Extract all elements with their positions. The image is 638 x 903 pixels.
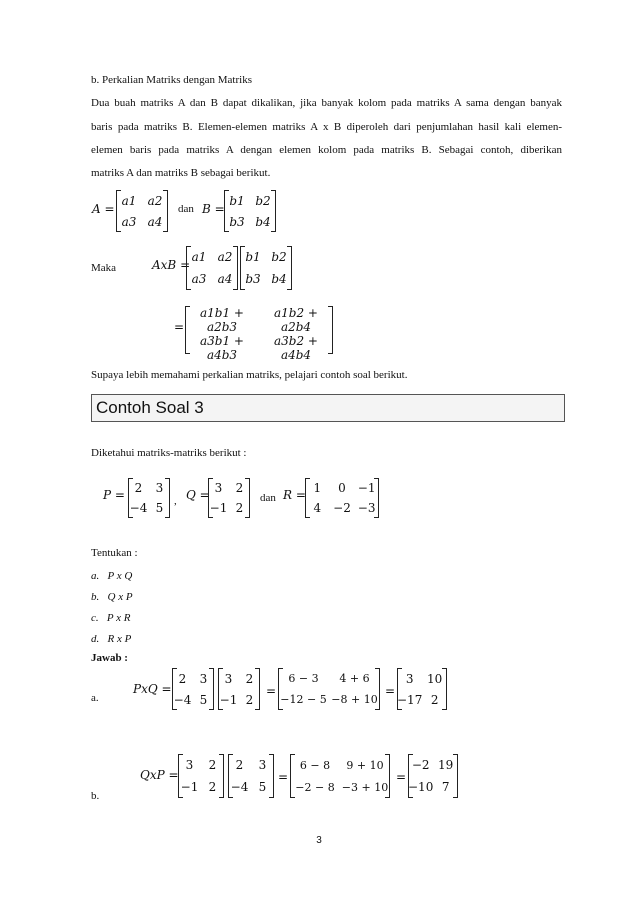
matrix-a xyxy=(116,190,168,232)
matrix-cell: −4 xyxy=(230,780,249,794)
matrix-r-label: R = xyxy=(283,488,306,502)
matrix-cell: 6 − 3 xyxy=(288,672,319,685)
matrix-cell: 5 xyxy=(258,780,267,794)
matrix-cell: b2 xyxy=(255,193,271,208)
paragraph-line-1: Dua buah matriks A dan B dapat dikalikan, jika banyak kolom pada matriks A sama dengan banyak xyxy=(91,97,562,109)
matrix-cell: 2 xyxy=(235,501,244,515)
matrix-cell: a4 xyxy=(217,272,233,286)
matrix-q xyxy=(208,478,250,518)
matrix-cell: a3b1 + a4b3 xyxy=(200,334,244,362)
matrix-cell: 6 − 8 xyxy=(299,758,331,772)
matrix-q-label: Q = xyxy=(186,488,210,502)
matrix-cell: 0 xyxy=(338,481,346,495)
matrix-cell: 3 xyxy=(155,481,164,495)
matrix-cell: −1 xyxy=(219,692,238,707)
matrix-result xyxy=(397,668,447,710)
section-heading: b. Perkalian Matriks dengan Matriks xyxy=(91,74,252,86)
matrix-cell: −12 − 5 xyxy=(280,693,327,706)
task-text: Q x P xyxy=(107,591,133,603)
matrix-b xyxy=(224,190,276,232)
task-letter: a. xyxy=(91,570,100,582)
matrix-result xyxy=(408,754,458,798)
equals-sign: = xyxy=(266,684,277,698)
matrix-cell: a2 xyxy=(217,250,233,264)
diketahui-text: Diketahui matriks-matriks berikut : xyxy=(91,447,247,459)
matrix-cell: 2 xyxy=(235,758,244,772)
matrix-cell: −4 xyxy=(173,692,192,707)
matrix-cell: 7 xyxy=(441,780,450,794)
matrix-b-label: B = xyxy=(202,202,225,216)
task-item xyxy=(91,591,133,603)
task-item xyxy=(91,633,131,645)
answer-letter: b. xyxy=(91,790,100,802)
matrix-cell: −10 xyxy=(408,780,434,794)
dan-text: dan xyxy=(178,203,194,215)
matrix-cell: −2 xyxy=(411,758,430,772)
matrix-cell: −1 xyxy=(180,780,199,794)
paragraph-line-3: elemen baris pada matriks A dengan elemen kolom pada matriks B. Sebagai contoh, diberikan xyxy=(91,144,562,156)
task-text: P x Q xyxy=(107,570,133,582)
matrix-cell: 3 xyxy=(214,481,223,495)
answer-letter: a. xyxy=(91,692,99,704)
matrix-p xyxy=(128,478,170,518)
task-text: P x R xyxy=(106,612,131,624)
matrix-cell: a3b2 + a4b4 xyxy=(274,334,318,362)
qxp-label: QxP = xyxy=(140,768,179,782)
matrix-cell: b2 xyxy=(271,250,287,264)
page-number: 3 xyxy=(316,835,322,846)
matrix-product-result xyxy=(185,306,333,362)
task-letter: d. xyxy=(91,633,100,645)
matrix-cell: 19 xyxy=(438,758,454,772)
matrix-cell: −3 + 10 xyxy=(341,780,389,794)
example-header-box xyxy=(91,394,565,422)
matrix-cell: 2 xyxy=(430,692,439,707)
maka-label: Maka xyxy=(91,262,117,274)
equals-sign: = xyxy=(385,684,396,698)
matrix-cell: a1 xyxy=(121,193,137,208)
matrix-cell: −2 xyxy=(333,501,351,515)
matrix-cell: 5 xyxy=(199,692,208,707)
matrix-intermediate xyxy=(278,668,380,710)
example-title: Contoh Soal 3 xyxy=(96,398,204,417)
matrix-p-copy xyxy=(228,754,274,798)
matrix-cell: 9 + 10 xyxy=(346,758,384,772)
matrix-cell: 2 xyxy=(245,692,254,707)
matrix-p-copy xyxy=(172,668,214,710)
matrix-b-copy xyxy=(240,246,292,290)
matrix-cell: a2 xyxy=(147,193,163,208)
matrix-cell: −17 xyxy=(397,692,423,707)
matrix-cell: a4 xyxy=(147,214,163,229)
matrix-cell: −3 xyxy=(357,501,376,515)
axb-label: AxB = xyxy=(152,258,191,272)
matrix-q-copy xyxy=(178,754,224,798)
matrix-cell: 2 xyxy=(208,780,217,794)
matrix-cell: 2 xyxy=(235,481,244,495)
matrix-cell: −4 xyxy=(129,501,148,515)
paragraph-line-2: baris pada matriks B. Elemen-elemen matriks A x B diperoleh dari penjumlahan hasil kali elemen- xyxy=(91,121,562,133)
matrix-cell: 10 xyxy=(427,671,443,686)
equals-sign: = xyxy=(174,320,185,334)
matrix-cell: −1 xyxy=(209,501,228,515)
matrix-cell: a3 xyxy=(191,272,207,286)
matrix-cell: −2 − 8 xyxy=(295,780,335,794)
paragraph-line-4: matriks A dan matriks B sebagai berikut. xyxy=(91,167,271,179)
matrix-a-label: A = xyxy=(92,202,115,216)
equals-sign: = xyxy=(278,770,289,784)
matrix-cell: a1b2 + a2b4 xyxy=(274,306,318,334)
dan-text: dan xyxy=(260,492,276,504)
comma-text: , xyxy=(174,495,177,507)
matrix-cell: 3 xyxy=(185,758,194,772)
task-letter: b. xyxy=(91,591,100,603)
matrix-cell: 4 xyxy=(313,501,322,515)
matrix-r xyxy=(305,478,379,518)
matrix-cell: 2 xyxy=(208,758,217,772)
supaya-text: Supaya lebih memahami perkalian matriks, pelajari contoh soal berikut. xyxy=(91,369,408,381)
matrix-cell: b3 xyxy=(229,214,245,229)
pxq-label: PxQ = xyxy=(133,682,172,696)
matrix-cell: 1 xyxy=(313,481,322,495)
matrix-cell: b4 xyxy=(255,214,271,229)
matrix-cell: a3 xyxy=(121,214,137,229)
tentukan-text: Tentukan : xyxy=(91,547,138,559)
matrix-cell: 3 xyxy=(258,758,267,772)
matrix-cell: 3 xyxy=(224,671,233,686)
matrix-cell: −8 + 10 xyxy=(331,693,378,706)
matrix-cell: 2 xyxy=(245,671,254,686)
matrix-cell: 2 xyxy=(134,481,143,495)
matrix-cell: b4 xyxy=(271,272,287,286)
matrix-cell: b1 xyxy=(229,193,245,208)
matrix-cell: b1 xyxy=(245,250,261,264)
jawab-heading: Jawab : xyxy=(91,652,128,664)
matrix-cell: 3 xyxy=(405,671,414,686)
matrix-q-copy xyxy=(218,668,260,710)
matrix-cell: 3 xyxy=(199,671,208,686)
matrix-cell: 5 xyxy=(155,501,164,515)
matrix-cell: a1b1 + a2b3 xyxy=(200,306,244,334)
equals-sign: = xyxy=(396,770,407,784)
task-letter: c. xyxy=(91,612,99,624)
matrix-cell: 4 + 6 xyxy=(339,672,370,685)
matrix-cell: 2 xyxy=(178,671,187,686)
matrix-a-copy xyxy=(186,246,238,290)
task-item xyxy=(91,612,131,624)
matrix-cell: −1 xyxy=(357,481,376,495)
task-item xyxy=(91,570,132,582)
matrix-cell: a1 xyxy=(191,250,207,264)
matrix-cell: b3 xyxy=(245,272,261,286)
matrix-intermediate xyxy=(290,754,390,798)
matrix-p-label: P = xyxy=(103,488,125,502)
task-text: R x P xyxy=(107,633,132,645)
